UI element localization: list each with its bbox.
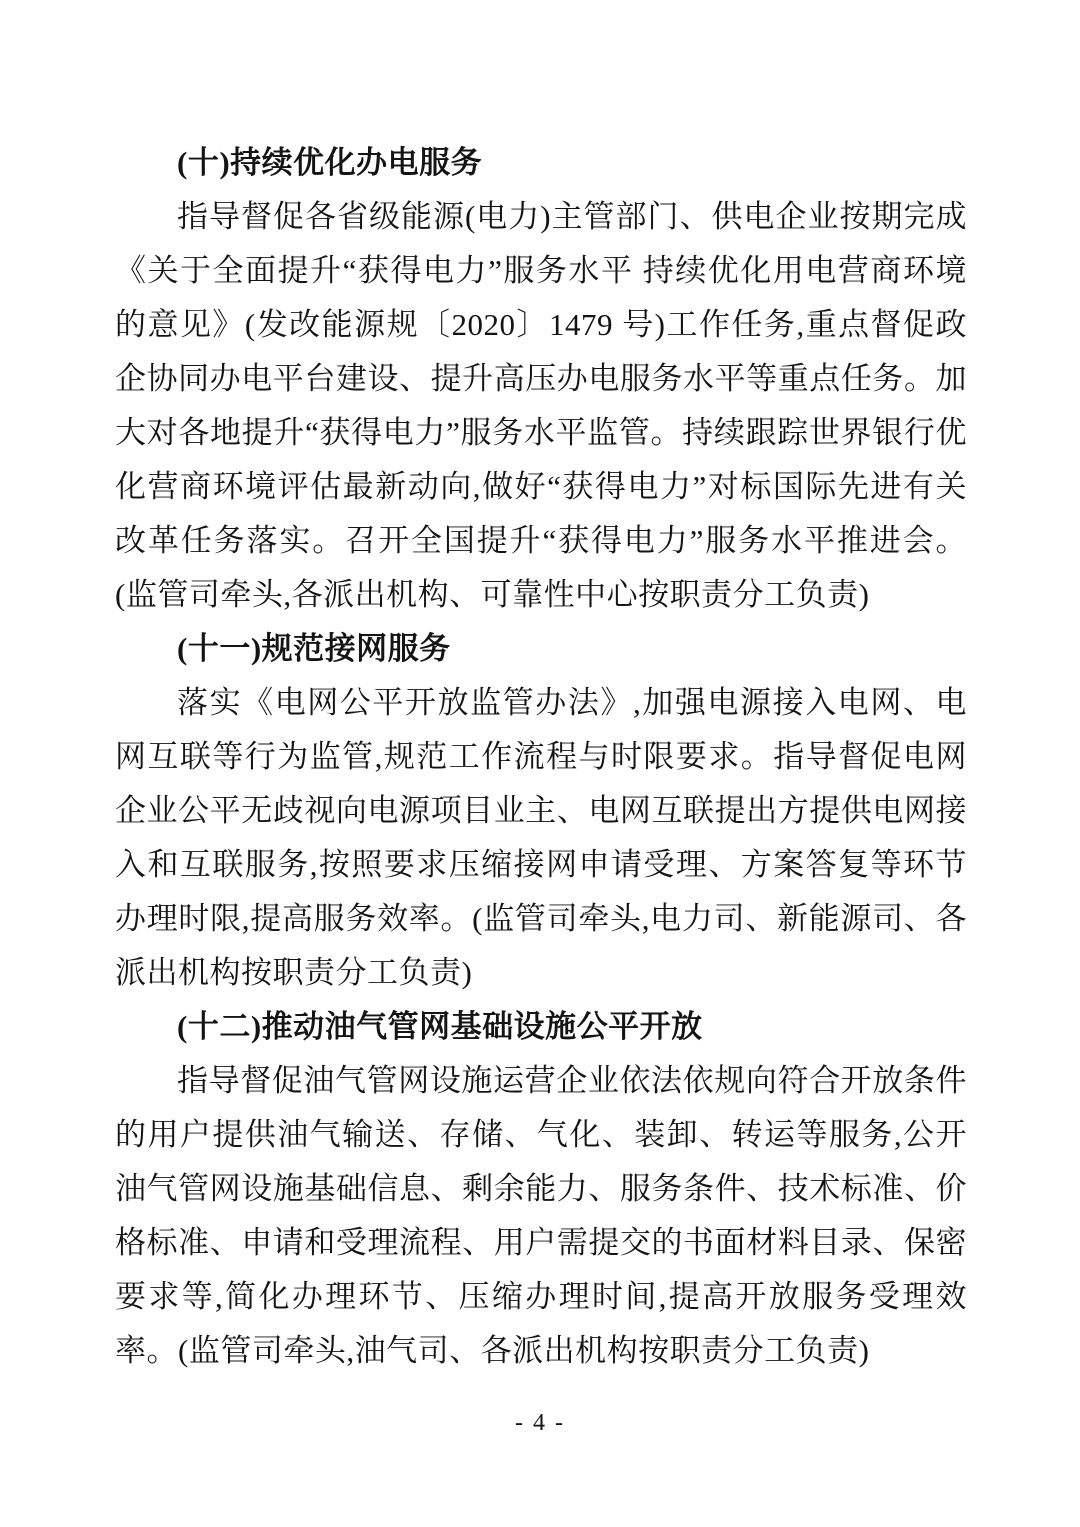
section-11-heading: (十一)规范接网服务 xyxy=(177,631,451,666)
page-number: - 4 - xyxy=(515,1410,565,1436)
section-11-paragraph: 落实《电网公平开放监管办法》,加强电源接入电网、电网互联等行为监管,规范工作流程与时限要求。指导督促电网企业公平无歧视向电源项目业主、电网互联提出方提供电网接入和互联服务,按照要求压缩接网申请受理、方案答复等环节办理时限,提高服务效率。(监管司牵头,电力司、新能源司、各派出机构按职责分工负责) xyxy=(115,685,967,990)
section-10-paragraph: 指导督促各省级能源(电力)主管部门、供电企业按期完成《关于全面提升“获得电力”服务水平 持续优化用电营商环境的意见》(发改能源规〔2020〕1479 号)工作任务,重点督促政企协同办电平台建设、提升高压办电服务水平等重点任务。加大对各地提升“获得电力”服务水平监管。持续跟踪世界银行优化营商环境评估最新动向,做好“获得电力”对标国际先进有关改革任务落实。召开全国提升“获得电力”服务水平推进会。(监管司牵头,各派出机构、可靠性中心按职责分工负责) xyxy=(115,199,967,612)
section-11 xyxy=(115,622,967,1000)
section-10-heading: (十)持续优化办电服务 xyxy=(177,145,483,180)
section-12-heading: (十二)推动油气管网基础设施公平开放 xyxy=(177,1009,703,1044)
section-10 xyxy=(115,136,967,622)
document-body xyxy=(115,136,967,1378)
section-12-paragraph: 指导督促油气管网设施运营企业依法依规向符合开放条件的用户提供油气输送、存储、气化、装卸、转运等服务,公开油气管网设施基础信息、剩余能力、服务条件、技术标准、价格标准、申请和受理流程、用户需提交的书面材料目录、保密要求等,简化办理环节、压缩办理时间,提高开放服务受理效率。(监管司牵头,油气司、各派出机构按职责分工负责) xyxy=(115,1063,967,1368)
section-12 xyxy=(115,1000,967,1378)
